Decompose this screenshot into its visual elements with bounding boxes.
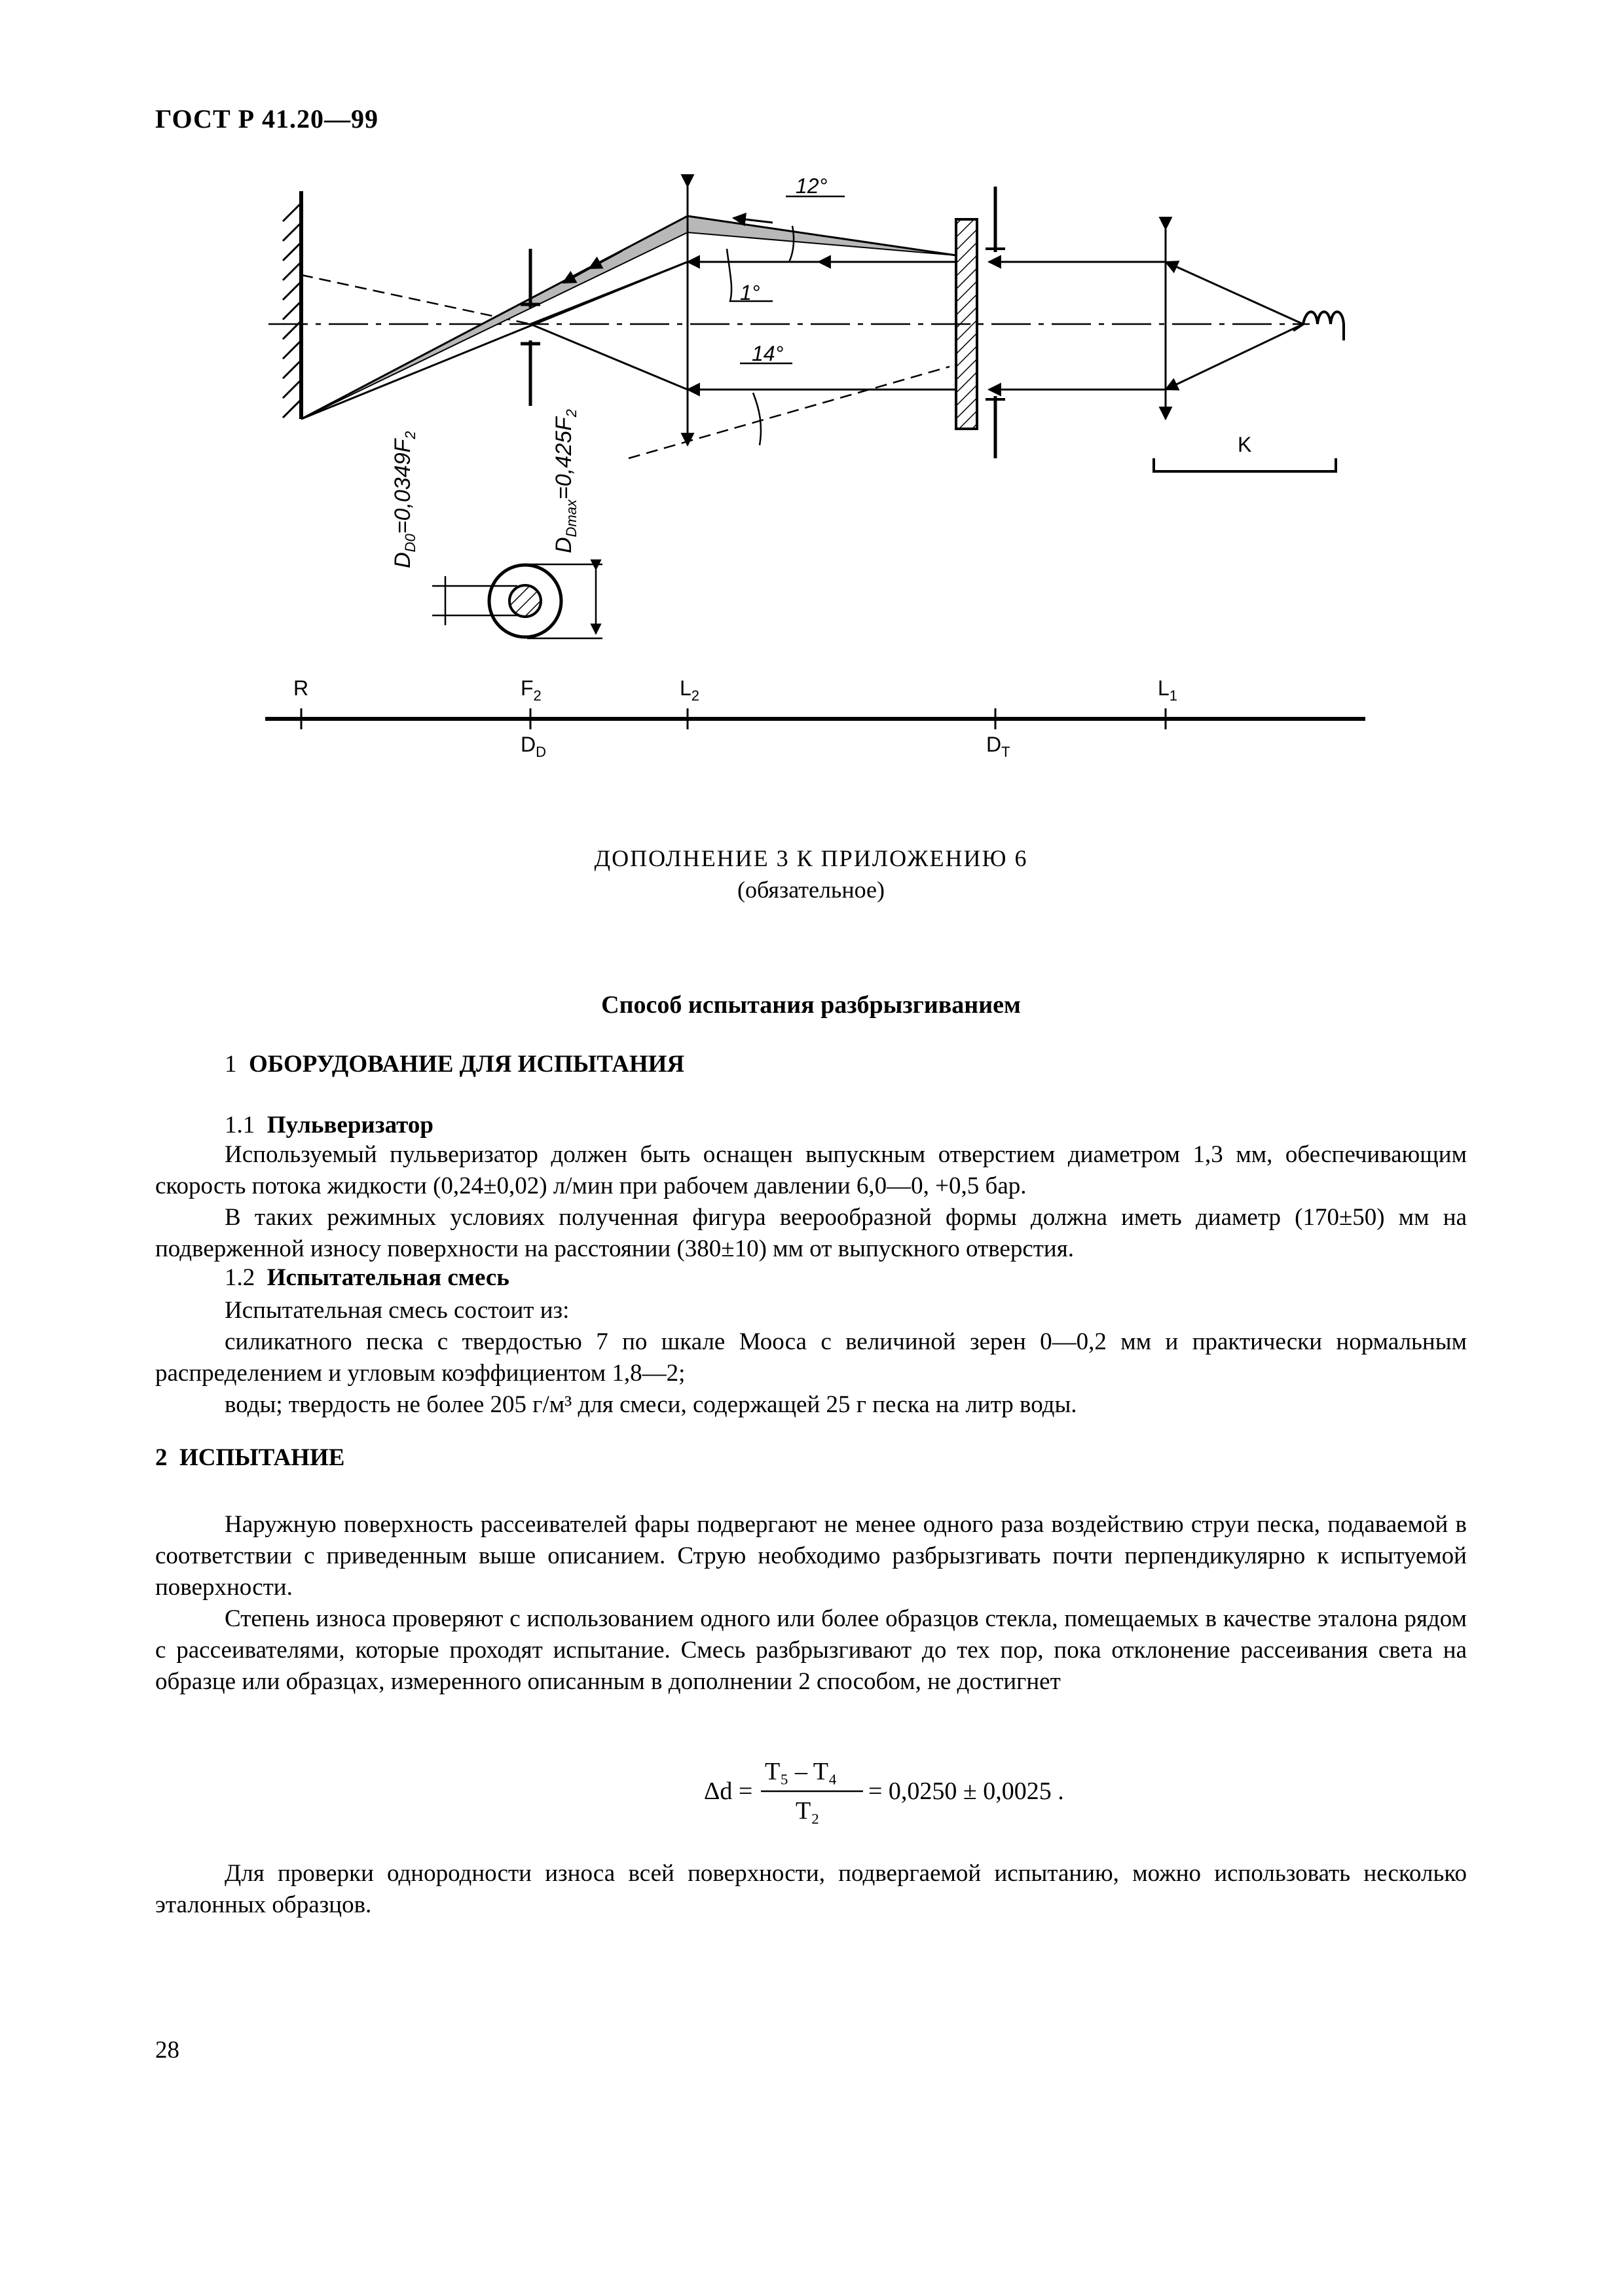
dim-dmax-label: $D_{Dmax}=0,425F_2$ <box>551 409 580 553</box>
main-title: Способ испытания разбрызгиванием <box>601 991 1021 1019</box>
subsection-1-2-number: 1.2 <box>225 1264 255 1291</box>
formula-numerator: T₅ – T₄ <box>765 1758 838 1785</box>
angle-12: 12° <box>796 174 828 198</box>
paragraph: В таких режимных условиях полученная фигура веерообразной формы должна иметь диаметр (170±50) мм на подверженной износу поверхности на расстоянии (380±10) мм от выпускного отверстия. <box>155 1204 1467 1262</box>
section-2-closing <box>155 1858 1467 1921</box>
axis-label-r: R <box>293 676 309 700</box>
subsection-1-1-number: 1.1 <box>225 1112 255 1139</box>
axis-label-l1: $L_1$ <box>1158 676 1178 704</box>
angle-1: 1° <box>740 281 760 304</box>
formula-lhs: Δd = <box>704 1777 753 1805</box>
formula-denominator: T₂ <box>796 1797 820 1825</box>
subsection-1-2-body <box>155 1295 1467 1421</box>
formula-rhs: = 0,0250 ± 0,0025 . <box>868 1777 1064 1805</box>
subsection-1-1-body <box>155 1139 1467 1265</box>
axis-label-l2: $L_2$ <box>680 676 700 704</box>
section-1-heading <box>225 1050 684 1078</box>
subsection-1-1-heading <box>225 1111 433 1139</box>
appendix-subtitle: (обязательное) <box>737 877 885 903</box>
section-1-title: ОБОРУДОВАНИЕ ДЛЯ ИСПЫТАНИЯ <box>249 1051 685 1078</box>
formula <box>0 1755 1622 1827</box>
paragraph: Используемый пульверизатор должен быть оснащен выпускным отверстием диаметром 1,3 мм, обеспечивающим скорость потока жидкости (0,24±0,02) л/мин при рабочем давлении 6,0—0, +0,5 бар. <box>155 1141 1467 1199</box>
section-2-heading <box>155 1444 344 1472</box>
lamp-filament-icon <box>1293 312 1344 340</box>
sample-circle <box>432 564 602 638</box>
paragraph: воды; твердость не более 205 г/м³ для смеси, содержащей 25 г песка на литр воды. <box>225 1391 1077 1418</box>
appendix-title: ДОПОЛНЕНИЕ 3 К ПРИЛОЖЕНИЮ 6 <box>594 845 1028 871</box>
paragraph: Степень износа проверяют с использованием одного или более образцов стекла, помещаемых в качестве эталона рядом с рассеивателями, которые проходят испытание. Смесь разбрызгивают до тех пор, пока отклонение рассеивания света на образце или образцах, измеренного описанным в дополнении 2 способом, не достигнет <box>155 1605 1467 1695</box>
section-2-number: 2 <box>155 1444 168 1471</box>
paragraph: Наружную поверхность рассеивателей фары подвергают не менее одного раза воздействию струи песка, подаваемой в соответствии с приведенным выше описанием. Струю необходимо разбрызгивать почти перпендикулярно к испытуемой поверхности. <box>155 1511 1467 1601</box>
axis-label-dd: $D_D$ <box>521 733 546 760</box>
paragraph: силикатного песка с твердостью 7 по шкале Мооса с величиной зерен 0—0,2 мм и практически нормальным распределением и угловым коэффициентом 1,8—2; <box>155 1328 1467 1387</box>
axis-label-f2: $F_2$ <box>521 676 542 704</box>
paragraph: Для проверки однородности износа всей поверхности, подвергаемой испытанию, можно использовать несколько эталонных образцов. <box>155 1860 1467 1918</box>
test-sample-dt <box>956 187 1005 458</box>
subsection-1-2-heading <box>225 1264 509 1292</box>
section-1-number: 1 <box>225 1051 237 1078</box>
subsection-1-1-title: Пульверизатор <box>267 1112 433 1139</box>
subsection-1-2-title: Испытательная смесь <box>267 1264 509 1291</box>
screen-wall <box>283 191 301 419</box>
label-k: K <box>1238 433 1252 456</box>
document-header: ГОСТ Р 41.20—99 <box>155 104 379 134</box>
section-2-title: ИСПЫТАНИЕ <box>179 1444 345 1471</box>
optical-scheme-figure <box>0 0 1622 786</box>
section-2-body <box>155 1509 1467 1698</box>
k-bracket <box>1154 458 1336 471</box>
axis-label-dt: $D_T$ <box>986 733 1010 760</box>
page-number: 28 <box>155 2037 179 2064</box>
angle-14: 14° <box>752 342 784 365</box>
paragraph: Испытательная смесь состоит из: <box>225 1297 570 1324</box>
dim-d0-label: $D_{D0}=0,0349F_2$ <box>390 431 418 568</box>
